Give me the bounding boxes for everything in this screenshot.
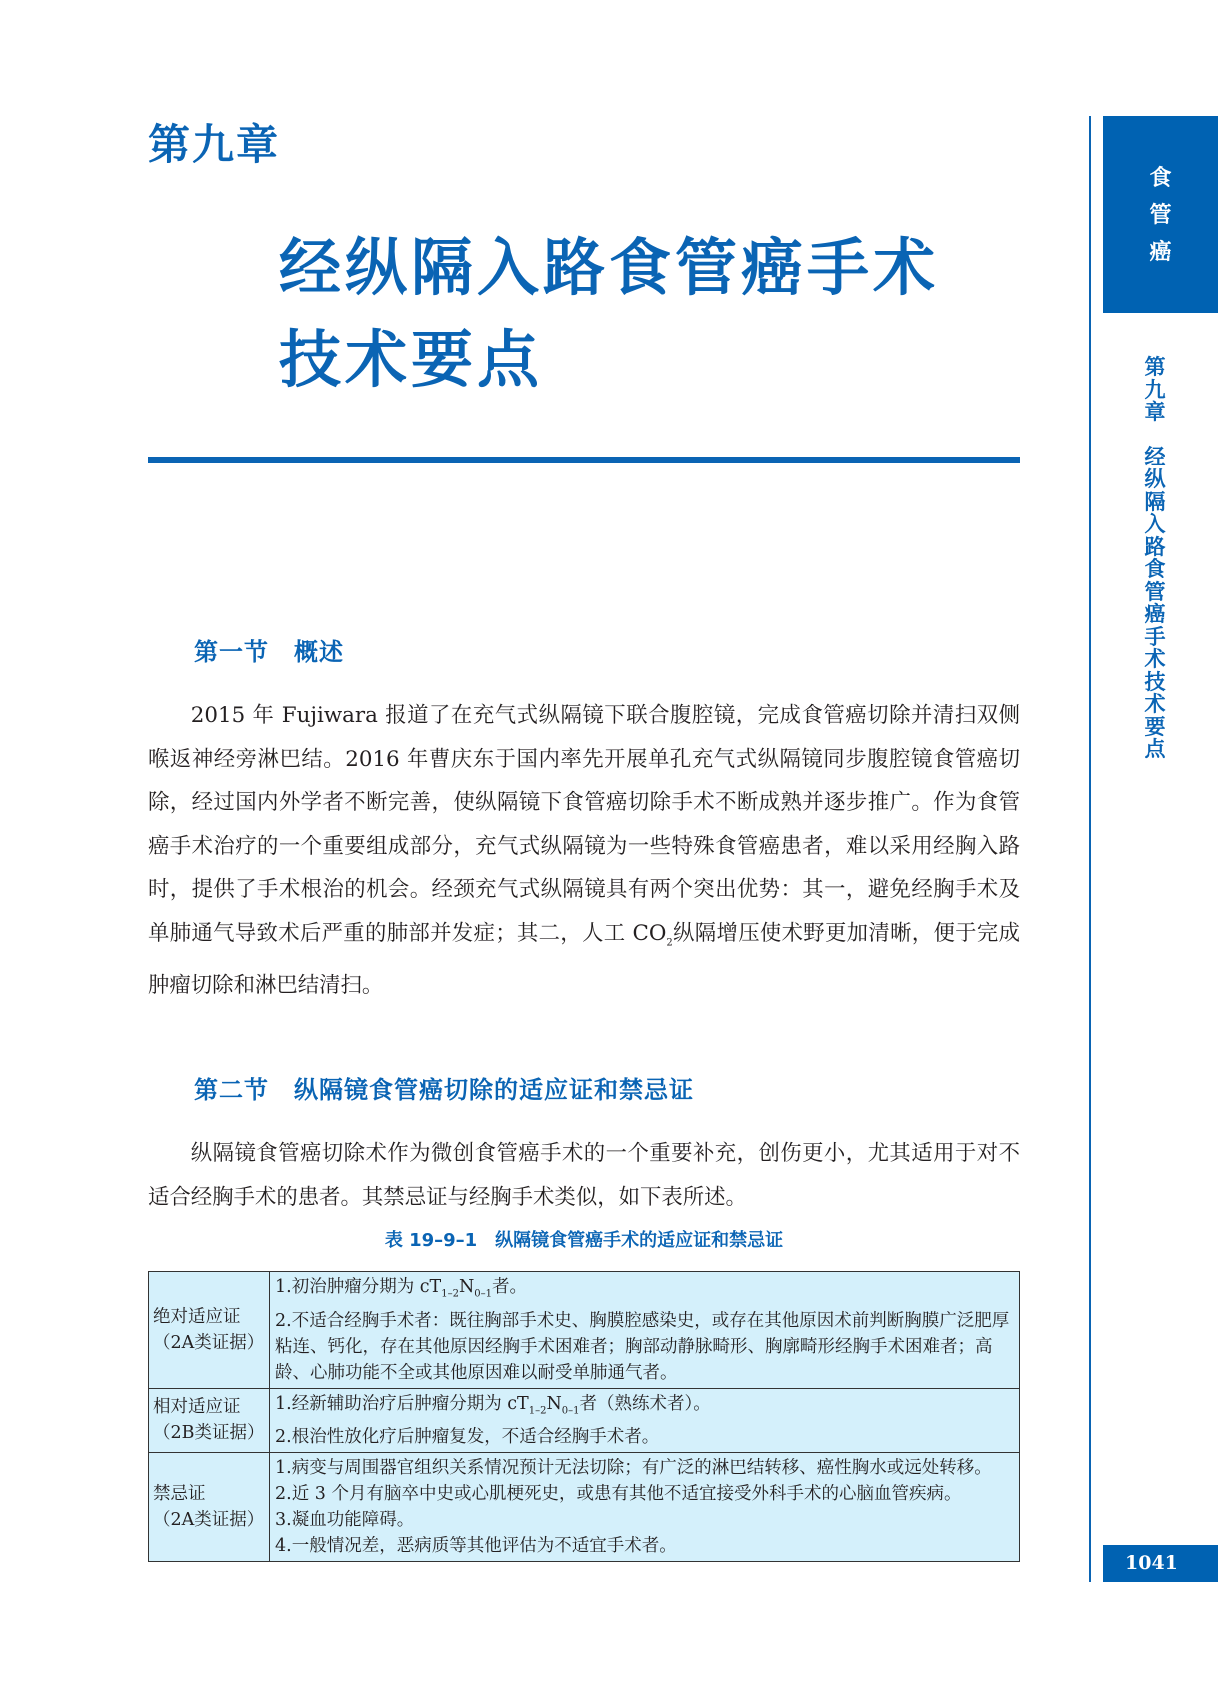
side-title-char: 术 xyxy=(1144,646,1166,671)
side-title-char: 经 xyxy=(1144,443,1166,469)
side-title-char: 管 xyxy=(1144,578,1166,604)
section-paragraph: 纵隔镜食管癌切除术作为微创食管癌手术的一个重要补充，创伤更小，尤其适用于对不适合经胸手术的患者。其禁忌证与经胸手术类似，如下表所述。 xyxy=(148,1141,1020,1210)
page-number: 1041 xyxy=(1103,1545,1218,1582)
row-header xyxy=(149,1453,270,1562)
title-line: 技术要点 xyxy=(279,323,544,396)
item-text: N xyxy=(546,1393,562,1414)
chapter-label: 第九章 xyxy=(148,120,281,169)
row-content xyxy=(270,1388,1020,1453)
subscript: 0–1 xyxy=(474,1288,493,1300)
list-item xyxy=(275,1424,1014,1450)
list-item xyxy=(275,1391,1014,1425)
row-header xyxy=(149,1388,270,1453)
subscript: 0–1 xyxy=(561,1405,580,1416)
row-evidence: （2B类证据） xyxy=(153,1423,265,1444)
side-title-char: 术 xyxy=(1144,691,1166,716)
item-text: 4.一般情况差，恶病质等其他评估为不适宜手术者。 xyxy=(275,1536,677,1556)
section-heading: 第一节 概述 xyxy=(194,637,344,666)
item-text: 1.病变与周围器官组织关系情况预计无法切除；有广泛的淋巴结转移、癌性胸水或远处转移。 xyxy=(275,1458,992,1478)
chapter-title xyxy=(279,222,939,406)
row-label: 绝对适应证 xyxy=(153,1306,241,1327)
side-title-char: 点 xyxy=(1144,736,1166,761)
side-title-char: 入 xyxy=(1144,511,1166,536)
side-title-char: 手 xyxy=(1144,623,1166,649)
subscript: 1–2 xyxy=(528,1405,547,1416)
list-item xyxy=(275,1274,1014,1308)
side-title-char: 癌 xyxy=(1144,601,1166,626)
item-text: 者（熟练术者）。 xyxy=(579,1393,711,1414)
row-label: 禁忌证 xyxy=(153,1484,206,1504)
margin-line xyxy=(1089,116,1091,1582)
table-caption: 表 19–9–1 纵隔镜食管癌手术的适应证和禁忌证 xyxy=(384,1230,784,1251)
side-title-char: 要 xyxy=(1144,713,1166,739)
title-divider xyxy=(148,457,1020,463)
side-tab-char: 癌 xyxy=(1149,240,1172,265)
item-text: 1.经新辅助治疗后肿瘤分期为 cT xyxy=(275,1393,529,1414)
section-paragraph xyxy=(148,694,1020,1008)
row-content xyxy=(270,1272,1020,1389)
list-item xyxy=(275,1481,1014,1507)
side-tab-char: 管 xyxy=(1149,203,1172,228)
side-title-char: 路 xyxy=(1144,533,1166,559)
side-title-char: 纵 xyxy=(1144,466,1166,491)
table-row xyxy=(149,1453,1020,1562)
row-label: 相对适应证 xyxy=(153,1397,241,1418)
title-line: 经纵隔入路食管癌手术 xyxy=(279,231,940,304)
item-text: 3.凝血功能障碍。 xyxy=(275,1510,415,1530)
row-header xyxy=(149,1272,270,1389)
subscript: 1–2 xyxy=(441,1288,459,1300)
side-title-char: 技 xyxy=(1144,668,1166,694)
side-title-char: 隔 xyxy=(1144,488,1166,514)
section-heading: 第二节 纵隔镜食管癌切除的适应证和禁忌证 xyxy=(194,1075,694,1104)
item-text: N xyxy=(458,1277,475,1297)
side-title-char xyxy=(1143,424,1167,446)
item-text: 1.初治肿瘤分期为 cT xyxy=(275,1277,442,1297)
row-evidence: （2A类证据） xyxy=(153,1510,265,1530)
table-row xyxy=(149,1272,1020,1389)
list-item xyxy=(275,1455,1014,1481)
paragraph-text: 纵隔增压使术野更加清晰，便于完成肿瘤切除和淋巴结清扫。 xyxy=(148,920,1020,999)
side-tab-char: 食 xyxy=(1149,166,1172,191)
side-running-title xyxy=(1143,356,1167,761)
paragraph-text: 2015 年 Fujiwara 报道了在充气式纵隔镜下联合腹腔镜，完成食管癌切除并清扫双侧喉返神经旁淋巴结。2016 年曹庆东于国内率先开展单孔充气式纵隔镜同步腹腔镜食管癌切除，经过国内外学者不断完善，使纵隔镜下食管癌切除手术不断成熟并逐步推广。作为食管癌手术治疗的一个重要组成部分，充气式纵隔镜为一些特殊食管癌患者，难以采用经胸入路时，提供了手术根治的机会。经颈充气式纵隔镜具有两个突出优势：其一，避免经胸手术及单肺通气导致术后严重的肺部并发症；其二，人工 CO xyxy=(148,703,1020,946)
side-tab xyxy=(1103,116,1218,313)
item-text: 2.近 3 个月有脑卒中史或心肌梗死史，或患有其他不适宜接受外科手术的心脑血管疾病。 xyxy=(275,1484,962,1504)
side-title-char: 九 xyxy=(1144,376,1166,402)
item-text: 2.根治性放化疗后肿瘤复发，不适合经胸手术者。 xyxy=(275,1427,660,1447)
indications-table xyxy=(148,1271,1020,1562)
table-row xyxy=(149,1388,1020,1453)
row-content xyxy=(270,1453,1020,1562)
side-title-char: 章 xyxy=(1144,399,1166,424)
row-evidence: （2A类证据） xyxy=(153,1332,265,1353)
side-title-char: 食 xyxy=(1144,556,1166,581)
subscript: 2 xyxy=(666,936,673,948)
list-item xyxy=(275,1533,1014,1559)
item-text: 者。 xyxy=(492,1277,528,1297)
list-item xyxy=(275,1308,1014,1386)
side-title-char: 第 xyxy=(1144,354,1166,379)
item-text: 2.不适合经胸手术者：既往胸部手术史、胸膜腔感染史，或存在其他原因术前判断胸膜广泛肥厚粘连、钙化，存在其他原因经胸手术困难者；胸部动静脉畸形、胸廓畸形经胸手术困难者；高龄、心肺功能不全或其他原因难以耐受单肺通气者。 xyxy=(275,1310,1010,1383)
list-item xyxy=(275,1507,1014,1533)
